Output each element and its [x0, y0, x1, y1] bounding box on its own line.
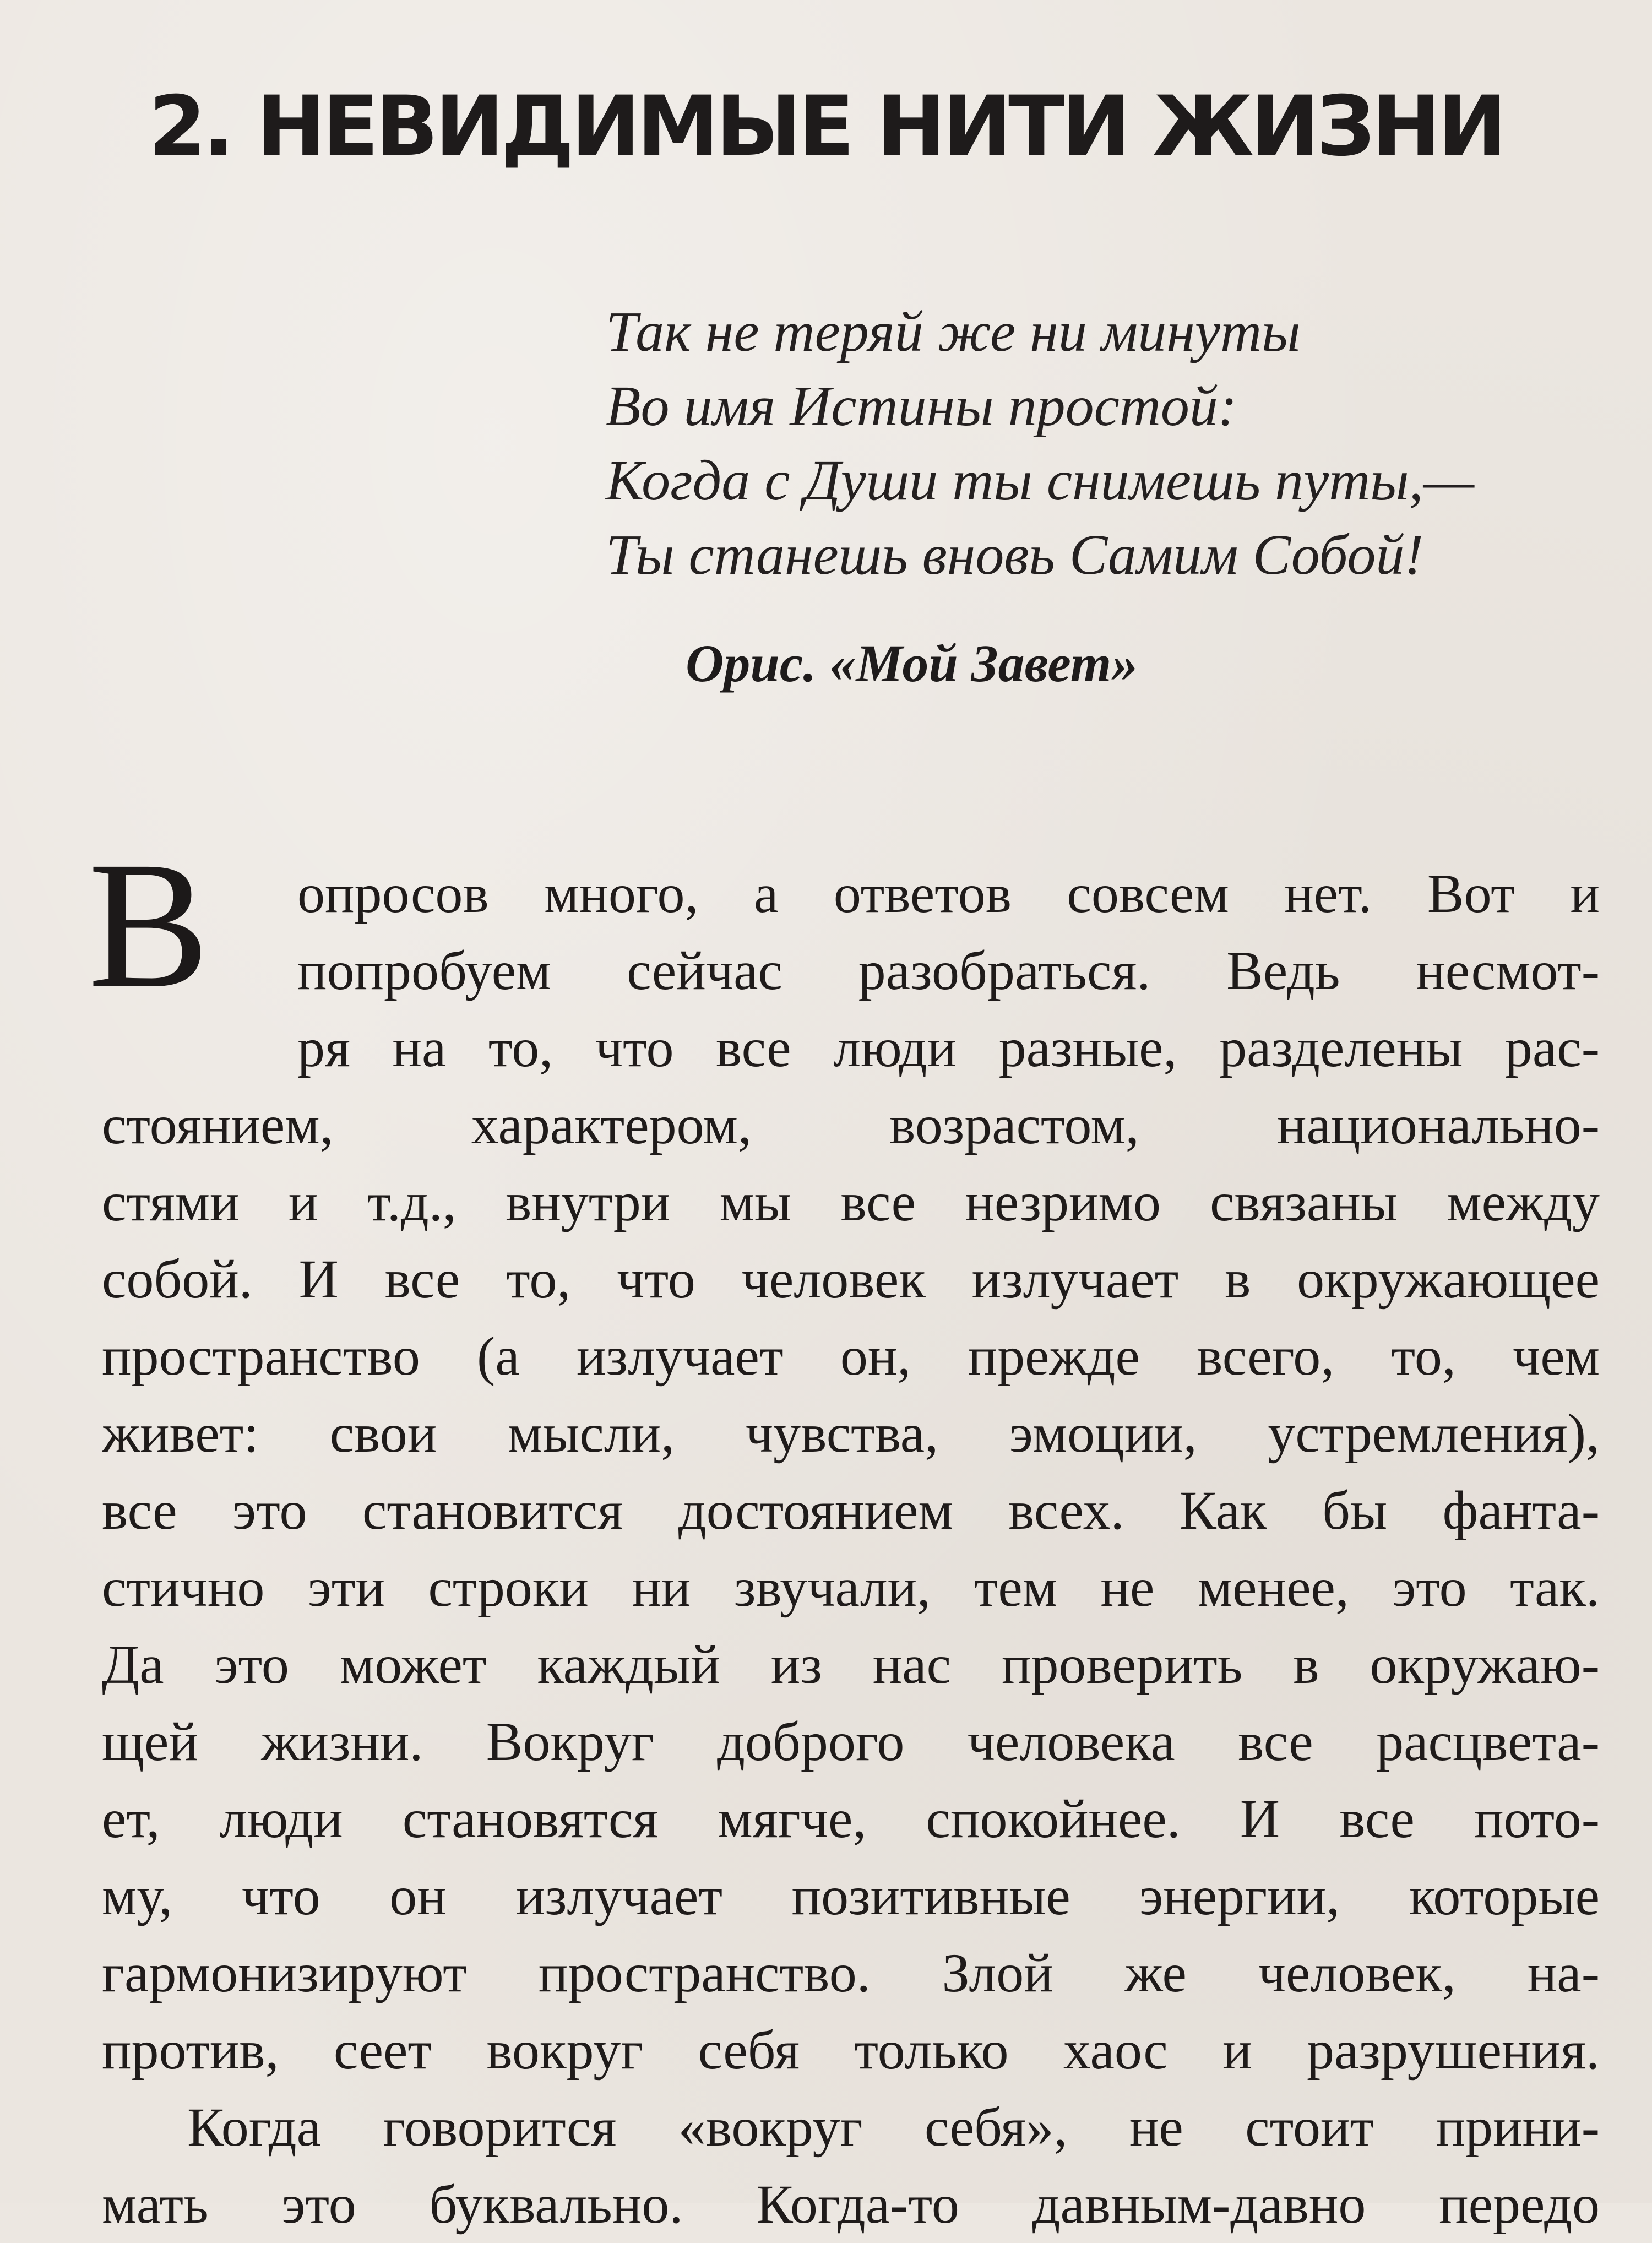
epigraph-source: Орис. «Мой Завет» — [686, 634, 1138, 693]
drop-cap: В — [88, 824, 210, 1025]
body-text — [102, 855, 1600, 2243]
body-line: живет: свои мысли, чувства, эмоции, устремления), — [102, 1403, 1600, 1464]
epigraph-line: Так не теряй же ни минуты — [606, 300, 1301, 363]
body-line: ет, люди становятся мягче, спокойнее. И все пото- — [102, 1788, 1600, 1849]
body-line: ря на то, что все люди разные, разделены рас- — [297, 1017, 1600, 1078]
body-line: щей жизни. Вокруг доброго человека все расцвета- — [102, 1711, 1600, 1772]
epigraph-line: Ты станешь вновь Самим Собой! — [606, 523, 1423, 586]
body-line: против, сеет вокруг себя только хаос и разрушения. — [102, 2019, 1600, 2081]
body-line: стично эти строки ни звучали, тем не менее, это так. — [102, 1557, 1600, 1618]
epigraph-line: Во имя Истины простой: — [606, 374, 1237, 438]
epigraph-line: Когда с Души ты снимешь путы,— — [606, 449, 1475, 512]
body-line: Да это может каждый из нас проверить в окружаю- — [102, 1634, 1600, 1695]
body-line: попробуем сейчас разобраться. Ведь несмот- — [297, 940, 1600, 1001]
body-line: Когда говорится «вокруг себя», не стоит прини- — [187, 2097, 1600, 2158]
body-line: стями и т.д., внутри мы все незримо связаны между — [102, 1171, 1600, 1232]
body-line: мать это буквально. Когда-то давным-давно передо — [102, 2174, 1600, 2235]
body-line: стоянием, характером, возрастом, национально- — [102, 1094, 1600, 1155]
body-line: опросов много, а ответов совсем нет. Вот и — [297, 863, 1600, 924]
epigraph — [606, 295, 1624, 592]
chapter-title: 2. НЕВИДИМЫЕ НИТИ ЖИЗНИ — [149, 79, 1503, 175]
body-line: собой. И все то, что человек излучает в окружающее — [102, 1248, 1600, 1310]
body-line: пространство (а излучает он, прежде всего, то, чем — [102, 1326, 1600, 1387]
body-line: все это становится достоянием всех. Как бы фанта- — [102, 1480, 1600, 1541]
body-line: му, что он излучает позитивные энергии, которые — [102, 1865, 1600, 1926]
body-line: гармонизируют пространство. Злой же человек, на- — [102, 1942, 1600, 2003]
